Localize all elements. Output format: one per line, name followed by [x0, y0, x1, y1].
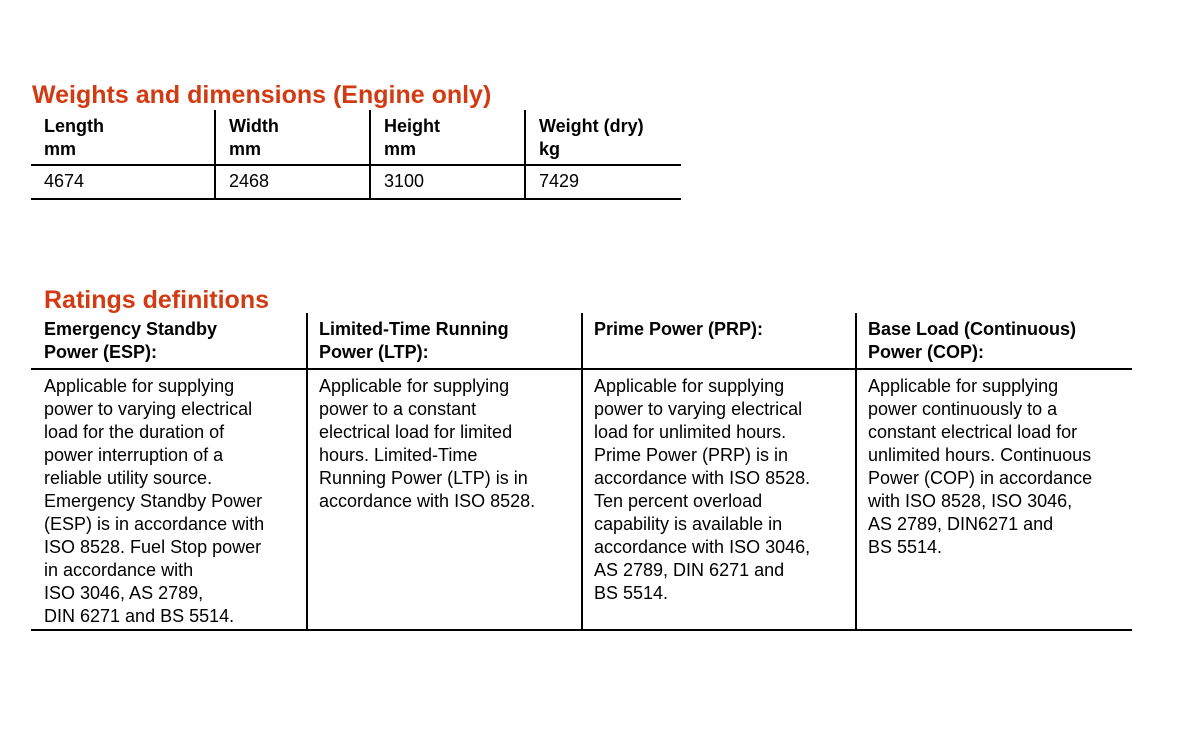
- header-unit: mm: [229, 139, 262, 159]
- width-value: 2468: [214, 166, 369, 198]
- rating-text-line: BS 5514.: [868, 537, 943, 557]
- rating-header-line: Power (COP):: [868, 342, 985, 362]
- rating-text-line: Running Power (LTP) is in: [319, 468, 528, 488]
- length-value: 4674: [44, 171, 85, 191]
- rating-text-line: ISO 3046, AS 2789,: [44, 583, 204, 603]
- rating-text-line: capability is available in: [594, 514, 783, 534]
- rating-text-line: with ISO 8528, ISO 3046,: [868, 491, 1073, 511]
- header-ltp: [306, 313, 581, 368]
- header-label: Length: [44, 116, 104, 136]
- header-prp: [581, 313, 855, 368]
- rating-header-line: Power (LTP):: [319, 342, 429, 362]
- rating-text-line: power continuously to a: [868, 399, 1058, 419]
- rating-text-line: load for unlimited hours.: [594, 422, 787, 442]
- weight-value: 7429: [524, 166, 681, 198]
- rating-text-line: power to varying electrical: [44, 399, 253, 419]
- rating-text-line: reliable utility source.: [44, 468, 213, 488]
- rating-text-line: load for the duration of: [44, 422, 225, 442]
- ratings-body-row: [31, 370, 1132, 631]
- rating-text-line: Ten percent overload: [594, 491, 763, 511]
- definition-esp: [31, 370, 306, 629]
- rating-text-line: Applicable for supplying: [868, 376, 1059, 396]
- weights-dimensions-table: [31, 110, 681, 200]
- rating-text-line: Power (COP) in accordance: [868, 468, 1093, 488]
- header-label: Width: [229, 116, 279, 136]
- ratings-definitions-table: [31, 313, 1132, 631]
- header-length: [31, 110, 214, 164]
- rating-text-line: BS 5514.: [594, 583, 669, 603]
- rating-header-line: Power (ESP):: [44, 342, 158, 362]
- header-unit: mm: [44, 139, 77, 159]
- rating-header-line: Base Load (Continuous): [868, 319, 1076, 339]
- weights-dimensions-title: Weights and dimensions (Engine only): [32, 81, 492, 109]
- header-cop: [855, 313, 1132, 368]
- rating-text-line: hours. Limited-Time: [319, 445, 478, 465]
- rating-text-line: accordance with ISO 8528.: [594, 468, 811, 488]
- rating-text-line: accordance with ISO 3046,: [594, 537, 811, 557]
- rating-text-line: (ESP) is in accordance with: [44, 514, 265, 534]
- rating-text-line: unlimited hours. Continuous: [868, 445, 1092, 465]
- rating-text-line: Applicable for supplying: [44, 376, 235, 396]
- header-label: Weight (dry): [539, 116, 644, 136]
- rating-text-line: Emergency Standby Power: [44, 491, 263, 511]
- rating-text-line: Applicable for supplying: [319, 376, 510, 396]
- header-unit: kg: [539, 139, 561, 159]
- ratings-definitions-title: Ratings definitions: [44, 286, 269, 314]
- header-esp: [31, 313, 306, 368]
- rating-text-line: AS 2789, DIN6271 and: [868, 514, 1054, 534]
- header-label: Height: [384, 116, 440, 136]
- rating-text-line: Applicable for supplying: [594, 376, 785, 396]
- weights-data-row: [31, 166, 681, 200]
- ratings-header-row: [31, 313, 1132, 370]
- rating-text-line: constant electrical load for: [868, 422, 1078, 442]
- definition-cop: [855, 370, 1132, 629]
- rating-text-line: in accordance with: [44, 560, 194, 580]
- definition-ltp: [306, 370, 581, 629]
- rating-text-line: AS 2789, DIN 6271 and: [594, 560, 785, 580]
- rating-text-line: ISO 8528. Fuel Stop power: [44, 537, 262, 557]
- rating-text-line: power to a constant: [319, 399, 477, 419]
- rating-header-line: Emergency Standby: [44, 319, 218, 339]
- rating-text-line: Prime Power (PRP) is in: [594, 445, 789, 465]
- rating-text-line: power interruption of a: [44, 445, 224, 465]
- rating-header-line: Prime Power (PRP):: [594, 319, 764, 339]
- height-value: 3100: [369, 166, 524, 198]
- weights-header-row: [31, 110, 681, 166]
- rating-text-line: electrical load for limited: [319, 422, 513, 442]
- rating-text-line: accordance with ISO 8528.: [319, 491, 536, 511]
- header-width: [214, 110, 369, 164]
- header-unit: mm: [384, 139, 417, 159]
- header-height: [369, 110, 524, 164]
- rating-text-line: DIN 6271 and BS 5514.: [44, 606, 235, 626]
- header-weight: [524, 110, 681, 164]
- definition-prp: [581, 370, 855, 629]
- rating-text-line: power to varying electrical: [594, 399, 803, 419]
- rating-header-line: Limited-Time Running: [319, 319, 509, 339]
